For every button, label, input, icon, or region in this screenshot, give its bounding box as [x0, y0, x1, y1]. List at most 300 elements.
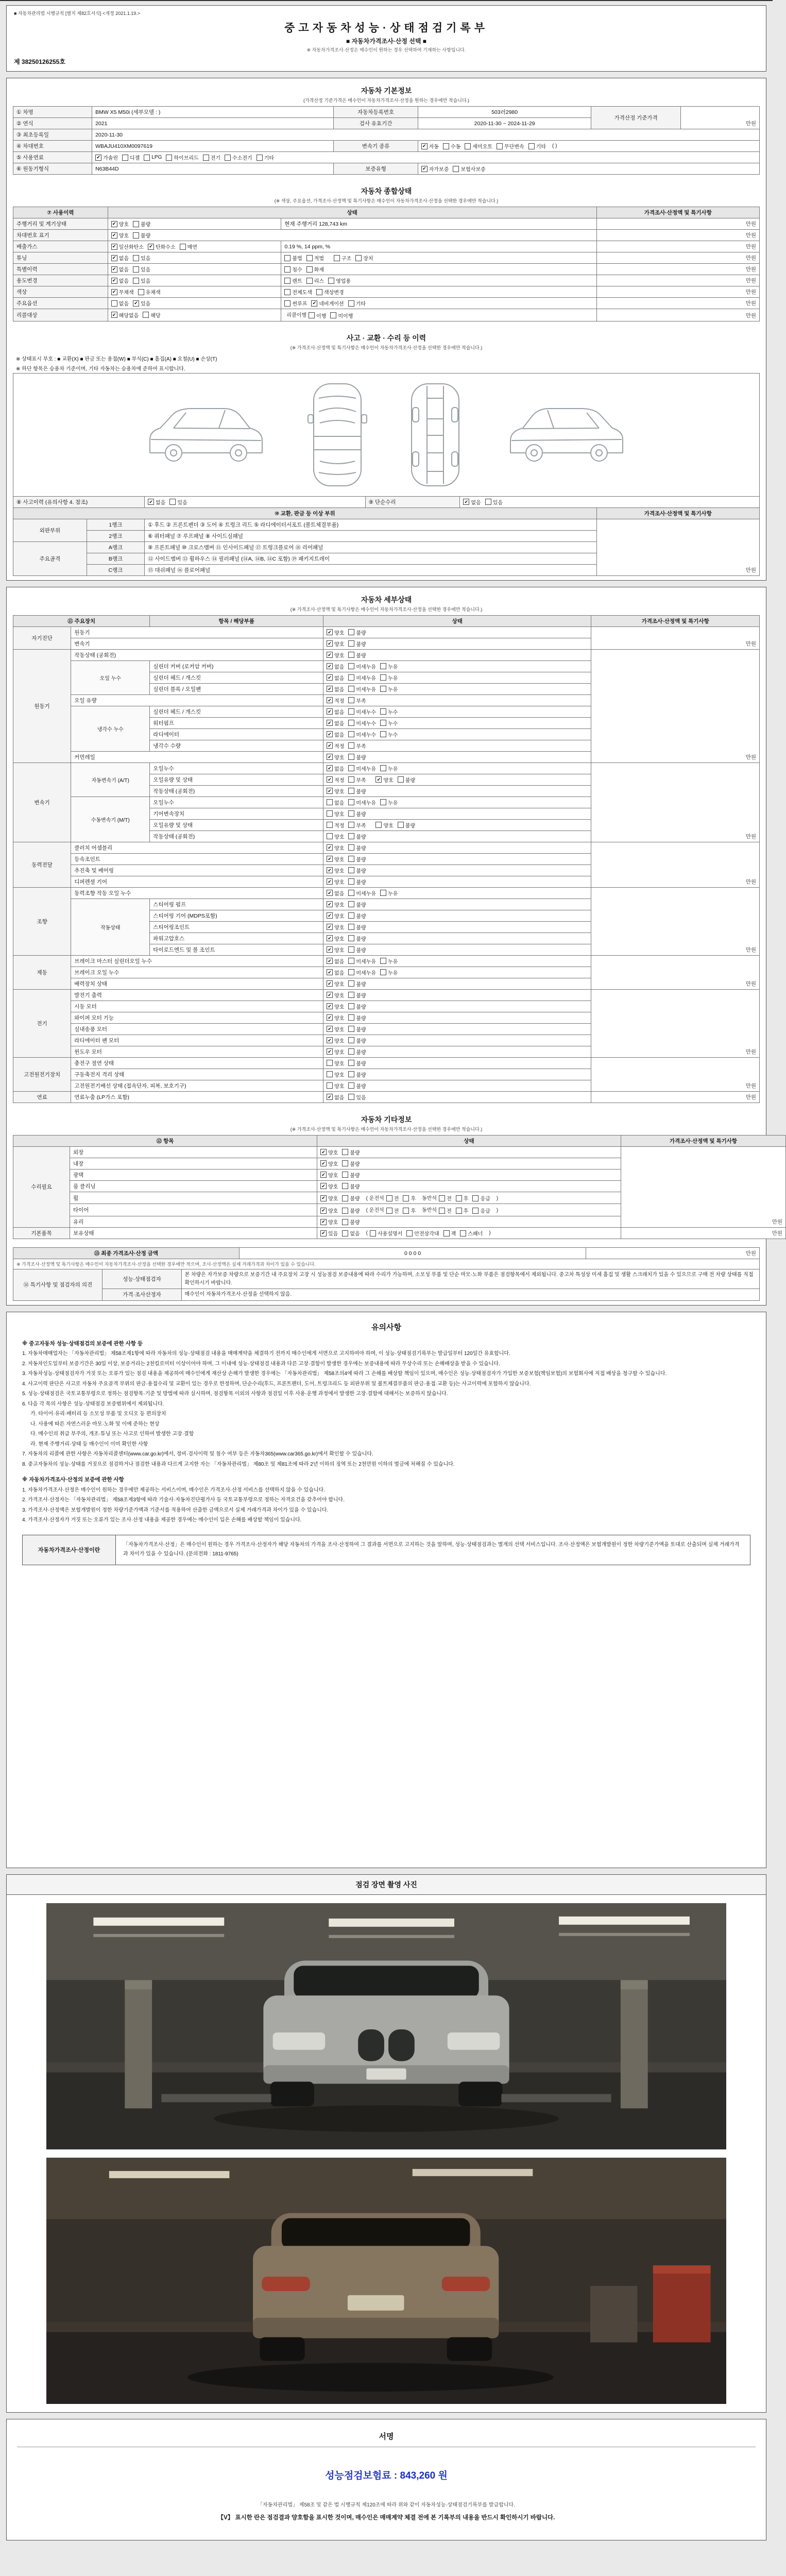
checkbox-checked[interactable]	[327, 753, 344, 761]
checkbox[interactable]	[348, 731, 376, 738]
checkbox[interactable]	[380, 674, 398, 682]
checkbox-cell	[145, 496, 366, 507]
checkbox[interactable]	[342, 1218, 360, 1226]
checkbox-label: 불량	[356, 913, 366, 920]
checkbox[interactable]	[386, 1194, 399, 1202]
checkbox-cell	[281, 286, 596, 298]
checkbox[interactable]	[138, 288, 161, 296]
checkbox[interactable]	[348, 855, 366, 863]
notice-item: 2. 가격조사·산정자는 「자동차관리법」 제58조제3항에 따라 기술사·자동차진단평가사 등 국토교통부령으로 정하는 자격요건을 갖추어야 합니다.	[22, 1497, 345, 1503]
checkbox[interactable]	[472, 1194, 490, 1202]
cell	[591, 626, 760, 649]
checkbox[interactable]	[348, 991, 366, 999]
checkbox[interactable]	[225, 154, 252, 161]
checkbox-checked[interactable]	[320, 1182, 338, 1190]
checkbox-label: 없음	[334, 1095, 345, 1101]
checkbox[interactable]	[342, 1207, 360, 1214]
checkbox[interactable]	[348, 776, 366, 784]
checkbox-box	[342, 1183, 348, 1189]
checkbox[interactable]	[133, 231, 150, 239]
checkbox[interactable]	[398, 821, 415, 829]
checkbox-box: ✔	[111, 289, 117, 295]
checkbox-box: ✔	[327, 1037, 333, 1043]
cell-text: ⑦ 사용이력	[47, 210, 74, 216]
checkbox[interactable]	[439, 1194, 452, 1202]
checkbox-checked[interactable]	[327, 969, 344, 976]
checkbox[interactable]	[327, 833, 344, 840]
checkbox-checked[interactable]	[327, 1014, 344, 1022]
checkbox-box	[342, 1149, 348, 1155]
checkbox-checked[interactable]	[320, 1207, 338, 1214]
checkbox-checked[interactable]	[320, 1171, 338, 1179]
checkbox-box: ✔	[111, 221, 117, 227]
checkbox-checked[interactable]	[320, 1148, 338, 1156]
checkbox[interactable]	[528, 142, 546, 150]
checkbox-checked[interactable]	[111, 311, 139, 319]
cell	[71, 762, 150, 796]
checkbox-box	[348, 833, 354, 839]
checkbox[interactable]	[180, 243, 197, 250]
cell	[71, 1080, 323, 1091]
checkbox-label: 가솔린	[103, 156, 118, 161]
checkbox-checked[interactable]	[111, 265, 129, 273]
checkbox[interactable]	[380, 765, 398, 772]
checkbox[interactable]	[456, 1207, 469, 1214]
checkbox-checked[interactable]	[133, 299, 150, 307]
cell	[102, 1269, 181, 1289]
checkbox-cell	[323, 649, 591, 660]
checkbox[interactable]	[443, 142, 460, 150]
cell	[13, 1135, 317, 1146]
checkbox-checked[interactable]	[327, 787, 344, 795]
checkbox-label: 불량	[356, 653, 366, 659]
checkbox-box	[380, 799, 386, 805]
checkbox[interactable]	[306, 277, 324, 284]
checkbox-checked[interactable]	[327, 844, 344, 852]
checkbox[interactable]	[386, 1207, 399, 1214]
checkbox[interactable]	[380, 799, 398, 806]
cell	[150, 796, 323, 808]
cell	[13, 163, 92, 175]
checkbox-box	[380, 731, 386, 737]
checkbox[interactable]	[348, 844, 366, 852]
cell-text: 휠	[73, 1195, 79, 1201]
checkbox-checked[interactable]	[148, 498, 165, 506]
cell-text: 만원	[745, 833, 756, 840]
checkbox-checked[interactable]	[320, 1160, 338, 1167]
checkbox[interactable]	[348, 629, 366, 636]
checkbox-checked[interactable]	[327, 731, 344, 738]
checkbox[interactable]	[348, 957, 376, 965]
checkbox-checked[interactable]	[327, 867, 344, 874]
checkbox-checked[interactable]	[463, 498, 481, 506]
checkbox[interactable]	[327, 821, 344, 829]
checkbox[interactable]	[327, 810, 344, 818]
checkbox[interactable]	[497, 142, 524, 150]
checkbox-checked[interactable]	[111, 243, 144, 250]
checkbox-label: 불량	[356, 1038, 366, 1044]
checkbox[interactable]	[284, 254, 302, 262]
cell	[145, 519, 597, 530]
checkbox-checked[interactable]	[327, 1048, 344, 1056]
checkbox[interactable]	[380, 719, 398, 727]
final-price-table	[13, 1247, 760, 1269]
checkbox-box: ✔	[327, 640, 333, 647]
checkbox-label: 침수	[292, 267, 302, 273]
checkbox[interactable]	[348, 651, 366, 659]
checkbox-checked[interactable]	[327, 957, 344, 965]
checkbox-box	[472, 1195, 479, 1201]
checkbox-checked[interactable]	[327, 901, 344, 908]
checkbox[interactable]	[143, 311, 160, 319]
checkbox[interactable]	[203, 154, 220, 161]
checkbox[interactable]	[348, 697, 366, 704]
cell-text: 라디에이터 팬 모터	[74, 1037, 119, 1044]
cell-text: 냉각수 수량	[153, 742, 181, 749]
checkbox[interactable]	[257, 154, 274, 161]
checkbox-box	[327, 1082, 333, 1089]
checkbox-checked[interactable]	[95, 154, 118, 161]
checkbox[interactable]	[327, 799, 344, 806]
checkbox[interactable]	[348, 799, 376, 806]
checkbox-label: 영업용	[336, 279, 351, 284]
checkbox[interactable]	[166, 154, 198, 161]
cell-text: 고전원전기배선 상태 (접속단자, 피복, 보호기구)	[74, 1082, 186, 1089]
checkbox-checked[interactable]	[327, 946, 344, 954]
cell-text: A랭크	[108, 544, 123, 551]
checkbox[interactable]	[348, 708, 376, 716]
cell	[87, 530, 144, 541]
checkbox-checked[interactable]	[327, 719, 344, 727]
checkbox-box: ✔	[327, 980, 333, 987]
cell-text: 상태	[464, 1138, 474, 1144]
checkbox[interactable]	[456, 1194, 469, 1202]
checkbox-label: 부족	[356, 698, 366, 704]
checkbox-cell	[323, 944, 591, 955]
checkbox[interactable]	[330, 312, 353, 319]
checkbox[interactable]	[122, 154, 140, 161]
checkbox[interactable]	[342, 1229, 360, 1237]
checkbox[interactable]	[348, 787, 366, 795]
checkbox-checked[interactable]	[421, 142, 439, 150]
checkbox[interactable]	[348, 674, 376, 682]
checkbox[interactable]	[348, 901, 366, 908]
cell-text: ⑪ 주요장치	[67, 618, 96, 624]
checkbox[interactable]	[348, 663, 376, 670]
checkbox[interactable]	[348, 742, 366, 750]
checkbox-box: ✔	[327, 788, 333, 794]
page-subtitle: ■ 자동차가격조사·산정 선택 ■	[346, 38, 426, 45]
checkbox-cell	[317, 1216, 621, 1228]
checkbox[interactable]	[309, 312, 326, 319]
checkbox-checked[interactable]	[327, 663, 344, 670]
checkbox-checked[interactable]	[327, 855, 344, 863]
checkbox[interactable]	[472, 1207, 490, 1214]
checkbox-label: 후	[463, 1209, 469, 1215]
checkbox-checked[interactable]	[327, 697, 344, 704]
checkbox-box	[348, 652, 354, 658]
checkbox[interactable]	[485, 498, 503, 506]
checkbox[interactable]	[348, 1003, 366, 1010]
checkbox-checked[interactable]	[327, 742, 344, 750]
cell-text: 클러치 어셈블리	[74, 844, 113, 851]
checkbox-label: 썬루프	[292, 301, 307, 307]
checkbox[interactable]	[443, 1229, 456, 1237]
checkbox[interactable]	[306, 254, 324, 262]
table-row	[13, 1228, 786, 1239]
checkbox[interactable]	[380, 889, 398, 897]
checkbox-box: ✔	[327, 1048, 333, 1055]
cell	[596, 207, 759, 218]
cell	[71, 649, 323, 660]
checkbox[interactable]	[439, 1207, 452, 1214]
checkbox-cell	[323, 1001, 591, 1012]
checkbox-box	[348, 1037, 354, 1043]
checkbox-checked[interactable]	[320, 1218, 338, 1226]
checkbox-checked[interactable]	[327, 889, 344, 897]
checkbox-checked[interactable]	[327, 1093, 344, 1101]
cell	[150, 740, 323, 751]
checkbox-label: 불량	[356, 925, 366, 931]
checkbox[interactable]	[342, 1182, 360, 1190]
checkbox-checked[interactable]	[327, 776, 344, 784]
checkbox-checked[interactable]	[421, 165, 449, 173]
checkbox[interactable]	[380, 969, 398, 976]
cell	[92, 118, 334, 129]
checkbox-box	[306, 278, 313, 284]
checkbox[interactable]	[380, 708, 398, 716]
checkbox[interactable]	[348, 1071, 366, 1078]
notice-item: 2. 자동차인도일부터 보증기간은 30일 이상, 보증거리는 2천킬로미터 이상이어야 하며, 그 이내에 성능·상태점검 내용과 다른 고장·결함이 발생한 경우에는 보증내용에 따라 무상수리 또는 손해배상을 받을 수 있습니다.	[22, 1361, 500, 1367]
checkbox-checked[interactable]	[327, 991, 344, 999]
checkbox[interactable]	[348, 640, 366, 648]
checkbox[interactable]	[348, 1048, 366, 1056]
checkbox-checked[interactable]	[111, 254, 129, 262]
checkbox-checked[interactable]	[327, 765, 344, 772]
cell-text: 특별이력	[16, 266, 38, 273]
checkbox-label: 부족	[356, 777, 366, 784]
cell-text: 작동상태 (공회전)	[153, 833, 195, 840]
checkbox[interactable]	[334, 254, 351, 262]
checkbox-box	[348, 720, 354, 726]
checkbox-checked[interactable]	[327, 1025, 344, 1033]
checkbox-checked[interactable]	[327, 674, 344, 682]
checkbox[interactable]	[342, 1148, 360, 1156]
cell	[87, 541, 144, 553]
checkbox[interactable]	[348, 685, 376, 693]
checkbox[interactable]	[284, 288, 312, 296]
checkbox[interactable]	[328, 277, 351, 284]
checkbox[interactable]	[380, 685, 398, 693]
checkbox[interactable]	[348, 821, 366, 829]
checkbox-box: ✔	[327, 901, 333, 907]
checkbox[interactable]	[370, 1229, 402, 1237]
cell	[591, 107, 680, 129]
checkbox-box	[370, 1230, 376, 1236]
cell	[596, 230, 759, 241]
checkbox-checked[interactable]	[320, 1194, 338, 1202]
checkbox[interactable]	[348, 1025, 366, 1033]
cell-text: 파워고압호스	[153, 935, 185, 942]
table-row	[13, 1289, 760, 1301]
checkbox[interactable]	[380, 731, 398, 738]
cell	[71, 1046, 323, 1057]
checkbox[interactable]	[460, 1229, 483, 1237]
checkbox-checked[interactable]	[320, 1229, 338, 1237]
checkbox[interactable]	[406, 1229, 439, 1237]
checkbox-label: 색상변경	[324, 290, 344, 296]
checkbox[interactable]	[306, 265, 324, 273]
checkbox-cell	[323, 899, 591, 910]
checkbox-checked[interactable]	[111, 288, 134, 296]
checkbox[interactable]	[133, 220, 150, 228]
checkbox-label: 양호	[118, 233, 129, 239]
checkbox-label: 양호	[334, 1027, 345, 1033]
checkbox-cell	[323, 638, 591, 649]
checkbox[interactable]	[348, 889, 376, 897]
checkbox-box	[284, 266, 291, 273]
cell	[13, 252, 108, 264]
checkbox[interactable]	[348, 765, 376, 772]
checkbox[interactable]	[453, 165, 485, 173]
checkbox-checked[interactable]	[327, 651, 344, 659]
checkbox[interactable]	[348, 912, 366, 920]
checkbox-cell	[418, 163, 759, 175]
checkbox-label: 없음	[118, 267, 129, 273]
checkbox-checked[interactable]	[327, 685, 344, 693]
checkbox-box	[348, 1003, 354, 1009]
checkbox[interactable]	[144, 155, 162, 161]
checkbox[interactable]	[348, 935, 366, 942]
checkbox[interactable]	[348, 1014, 366, 1022]
checkbox-box	[133, 232, 139, 239]
checkbox-label: 후	[411, 1209, 416, 1215]
remarks-table	[13, 1269, 760, 1301]
checkbox[interactable]	[398, 776, 415, 784]
checkbox-box	[380, 890, 386, 896]
checkbox[interactable]	[284, 277, 302, 284]
checkbox[interactable]	[348, 1082, 366, 1090]
checkbox[interactable]	[348, 810, 366, 818]
checkbox[interactable]	[342, 1194, 360, 1202]
cell-text: 자동변속기 (A/T)	[91, 777, 129, 784]
table-row	[13, 1135, 786, 1146]
checkbox[interactable]	[380, 957, 398, 965]
checkbox-box	[406, 1230, 413, 1236]
checkbox[interactable]	[348, 1059, 366, 1067]
cell	[145, 564, 597, 575]
checkbox[interactable]	[348, 299, 366, 307]
checkbox-checked[interactable]	[327, 980, 344, 988]
checkbox[interactable]	[348, 878, 366, 886]
checkbox-checked[interactable]	[327, 640, 344, 648]
cell-text: 만원	[745, 1082, 756, 1089]
cell-text: 실린더 커버 (로커암 커버)	[153, 663, 214, 670]
checkbox[interactable]	[348, 969, 376, 976]
checkbox-box	[144, 155, 150, 161]
checkbox[interactable]	[375, 821, 393, 829]
checkbox-box	[309, 312, 315, 318]
checkbox-checked[interactable]	[327, 912, 344, 920]
checkbox-checked[interactable]	[327, 1037, 344, 1044]
checkbox[interactable]	[348, 946, 366, 954]
checkbox-checked[interactable]	[327, 923, 344, 931]
checkbox[interactable]	[327, 1059, 344, 1067]
checkbox-checked[interactable]	[327, 878, 344, 886]
cell	[317, 1135, 621, 1146]
checkbox[interactable]	[380, 663, 398, 670]
checkbox-checked[interactable]	[111, 220, 129, 228]
checkbox[interactable]	[327, 1071, 344, 1078]
checkbox-checked[interactable]	[111, 231, 129, 239]
cell	[150, 921, 323, 933]
page-title: 중고자동차성능·상태점검기록부	[284, 22, 488, 34]
checkbox[interactable]	[465, 142, 492, 150]
checkbox-cell	[317, 1169, 621, 1180]
checkbox[interactable]	[284, 299, 307, 307]
checkbox[interactable]	[355, 254, 373, 262]
checkbox-checked[interactable]	[148, 243, 176, 250]
checkbox[interactable]	[111, 299, 129, 307]
cell-text: 동력조향 작동 오일 누수	[74, 890, 131, 896]
cell-text: 가격조사·산정액 및 특기사항	[669, 1138, 738, 1144]
cell	[150, 774, 323, 785]
checkbox-cell	[323, 1035, 591, 1046]
checkbox-checked[interactable]	[311, 299, 344, 307]
checkbox[interactable]	[348, 980, 366, 988]
checkbox-label: 해당	[150, 313, 161, 319]
checkbox[interactable]	[348, 753, 366, 761]
checkbox[interactable]	[348, 1093, 366, 1101]
checkbox[interactable]	[169, 498, 187, 506]
checkbox-box	[348, 765, 354, 771]
cell	[145, 530, 597, 541]
cell	[71, 660, 150, 694]
checkbox-label: 있음	[356, 1095, 366, 1101]
cell-text: 와이퍼 모터 기능	[74, 1014, 114, 1021]
checkbox-label: 불량	[356, 1015, 366, 1022]
checkbox[interactable]	[284, 265, 302, 273]
checkbox[interactable]	[348, 1037, 366, 1044]
checkbox[interactable]	[348, 719, 376, 727]
checkbox-checked[interactable]	[327, 629, 344, 636]
checkbox[interactable]	[342, 1160, 360, 1167]
checkbox[interactable]	[133, 277, 150, 284]
checkbox-label: 불량	[356, 1072, 366, 1078]
checkbox[interactable]	[133, 254, 150, 262]
checkbox[interactable]	[403, 1207, 416, 1214]
checkbox[interactable]	[316, 288, 344, 296]
checkbox-cell	[323, 955, 591, 967]
checkbox[interactable]	[133, 265, 150, 273]
checkbox[interactable]	[348, 833, 366, 840]
checkbox[interactable]	[348, 867, 366, 874]
checkbox[interactable]	[327, 1082, 344, 1090]
checkbox-checked[interactable]	[327, 708, 344, 716]
checkbox-checked[interactable]	[111, 277, 129, 284]
checkbox-label: 자동	[429, 144, 439, 150]
checkbox-box: ✔	[421, 166, 428, 172]
cell-text: 윈도우 모터	[74, 1048, 102, 1055]
checkbox-checked[interactable]	[327, 1003, 344, 1010]
checkbox-checked[interactable]	[375, 776, 393, 784]
checkbox[interactable]	[342, 1171, 360, 1179]
checkbox[interactable]	[348, 923, 366, 931]
checkbox[interactable]	[403, 1194, 416, 1202]
checkbox-checked[interactable]	[327, 935, 344, 942]
comprehensive-title: 자동차 종합상태	[361, 187, 412, 195]
checkbox-box	[456, 1195, 462, 1201]
